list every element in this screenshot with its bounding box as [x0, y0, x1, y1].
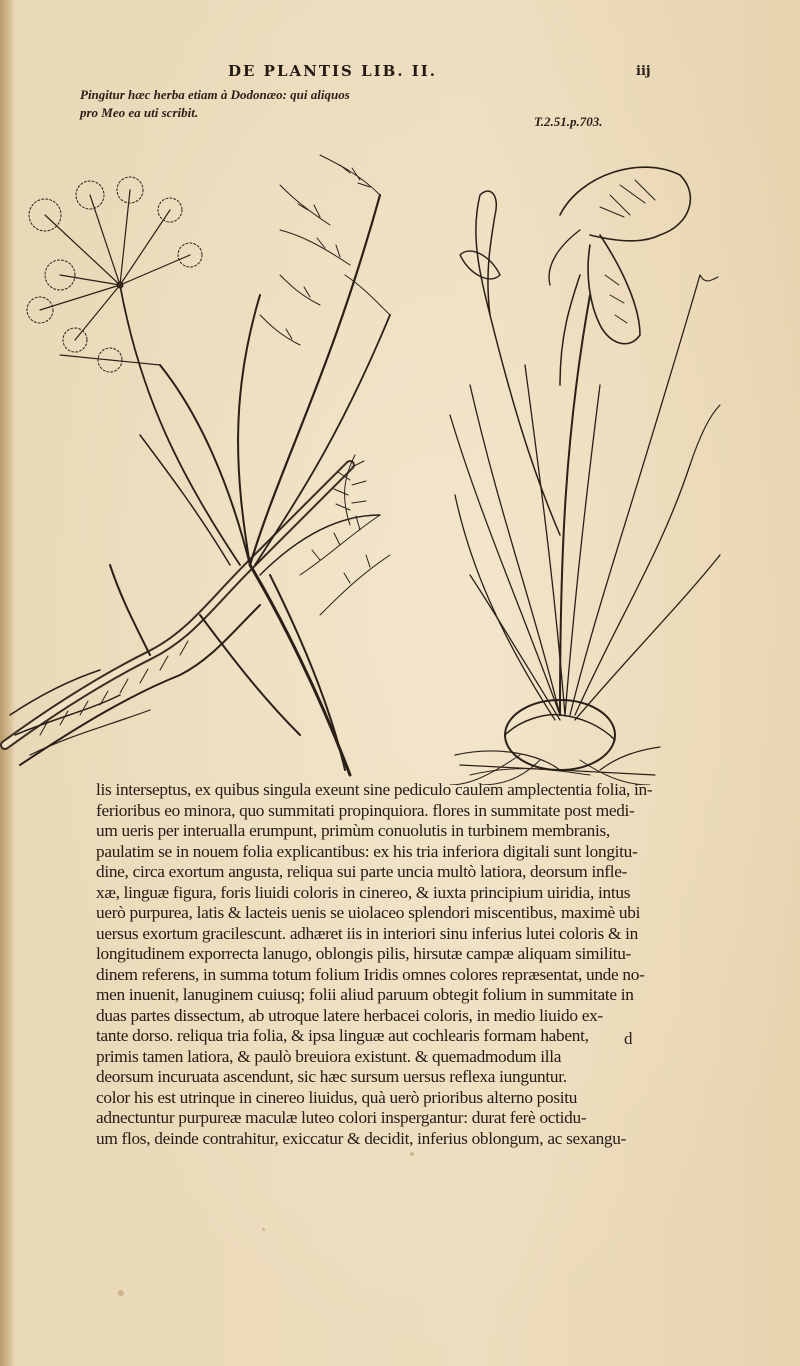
- body-line: color his est utrinque in cinereo liuidus, quà uerò prioribus alterno positu: [96, 1087, 578, 1107]
- citation: T.2.51.p.703.: [534, 114, 603, 129]
- foxing-spot: [410, 1152, 414, 1156]
- iris-plant-icon: [450, 167, 720, 785]
- body-line: uerò purpurea, latis & lacteis uenis se uiolaceo splendori miscentibus, maximè ubi: [96, 903, 641, 922]
- body-line: lis interseptus, ex quibus singula exeunt sine pediculo caulem amplectentia folia, in-: [96, 780, 653, 799]
- marginal-note-line-2: pro Meo ea uti scribit.: [80, 105, 199, 120]
- body-line: paulatim se in nouem folia explicantibus: ex his tria inferiora digitali sunt longitu-: [96, 841, 638, 861]
- body-line: ferioribus eo minora, quo summitati propinquiora. flores in summitate post medi-: [96, 800, 635, 820]
- running-head-title: DE PLANTIS LIB. II.: [228, 62, 438, 80]
- body-line: um flos, deinde contrahitur, exiccatur & decidit, inferius oblongum, ac sexangu-: [96, 1128, 627, 1148]
- body-line: xæ, linguæ figura, foris liuidi coloris in cinereo, & iuxta principium uiridia, intus: [96, 882, 631, 902]
- umbellifer-plant-icon: [5, 155, 390, 775]
- body-text: [96, 780, 736, 1149]
- folio-number: iij: [636, 64, 651, 79]
- body-line: uersus exortum gracilescunt. adhæret iis in interiori sinu inferius lutei coloris & in: [96, 923, 638, 943]
- marginal-note-line-1: Pingitur hæc herba etiam à Dodonæo: qui aliquos: [80, 87, 350, 102]
- body-line: adnectuntur purpureæ maculæ luteo colori inspergantur: durat ferè octidu-: [96, 1108, 587, 1127]
- foxing-spot: [262, 1228, 265, 1231]
- body-line: tante dorso. reliqua tria folia, & ipsa linguæ aut cochlearis formam habent,: [96, 1026, 589, 1045]
- body-line: men inuenit, lanuginem cuiusq; folii aliud paruum obtegit folium in summitate in: [96, 985, 634, 1004]
- body-line: duas partes dissectum, ab utroque latere herbacei coloris, in medio liuido ex-: [96, 1005, 603, 1025]
- body-line: um ueris per interualla erumpunt, primùm conuolutis in turbinem membranis,: [96, 821, 610, 840]
- foxing-spot: [118, 1290, 124, 1296]
- body-line: longitudinem exporrecta lanugo, oblongis pilis, hirsutæ campæ aliquam similitu-: [96, 944, 631, 963]
- body-line: dinem referens, in summa totum folium Iridis omnes colores repræsentat, unde no-: [96, 964, 645, 984]
- marginal-note: [80, 86, 380, 122]
- body-line: deorsum incuruata ascendunt, sic hæc sursum uersus reflexa iunguntur.: [96, 1067, 567, 1086]
- body-line: dine, circa exortum angusta, reliqua sui parte uncia multò latiora, deorsum infle-: [96, 862, 628, 881]
- body-line: primis tamen latiora, & paulò breuiora existunt. & quemadmodum illa: [96, 1046, 562, 1066]
- catchword: d: [624, 1029, 633, 1048]
- running-head: [0, 62, 800, 84]
- woodcut-illustration: [0, 135, 800, 785]
